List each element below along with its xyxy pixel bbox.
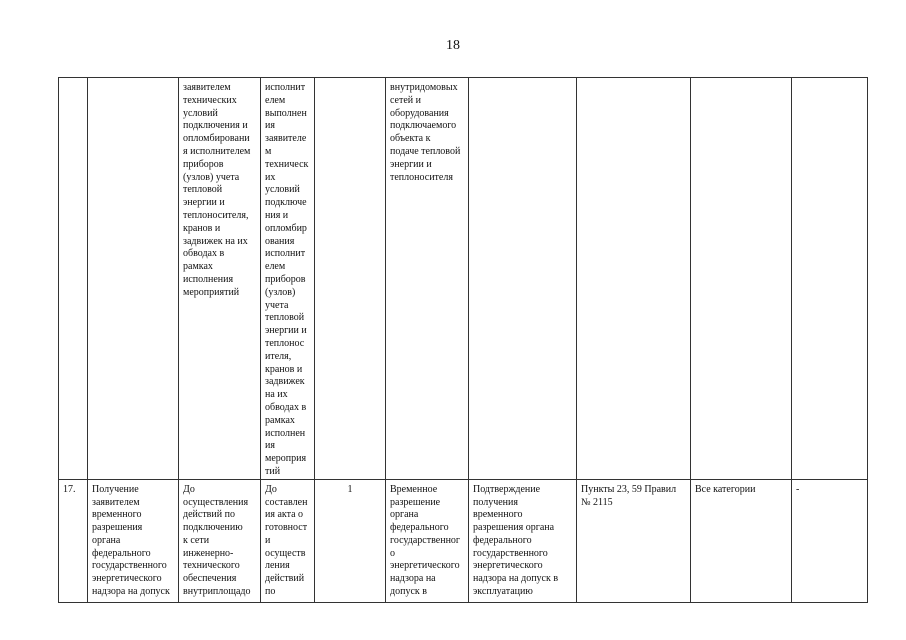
table-cell-number: 17. [59,479,88,602]
table-cell-result: Временное разрешение органа федерального государственног о энергетического надзора на допуск в [386,479,469,602]
table-cell-start-condition: заявителем технических условий подключения и опломбировани я исполнителем приборов (узлов) учета тепловой энергии и теплоносителя, кранов и задвижек на их обводах в рамках исполнения мероприятий [179,78,261,480]
table-cell-legal-basis: Пункты 23, 59 Правил № 2115 [577,479,691,602]
table-cell-legal-basis [577,78,691,480]
table-cell-extra [792,78,868,480]
table-cell-stage: Получение заявителем временного разрешения органа федерального государственного энергетического надзора на допуск [88,479,179,602]
table-cell-end-condition: До составлен ия акта о готовност и осуществ ления действий по [261,479,315,602]
table-cell-completion [469,78,577,480]
page-number: 18 [446,38,460,53]
table-cell-result: внутридомовых сетей и оборудования подключаемого объекта к подаче тепловой энергии и теплоносителя [386,78,469,480]
table-row [59,78,868,480]
table-cell-duration [315,78,386,480]
table-cell-stage [88,78,179,480]
table-cell-end-condition: исполнит елем выполнен ия заявителе м техническ их условий подключе ния и опломбир ования исполнит елем приборов (узлов) учета тепловой энергии и теплонос ителя, кранов и задвижек на их обводах в рамках исполнен ия мероприя тий [261,78,315,480]
table-cell-completion: Подтверждение получения временного разрешения органа федерального государственного энергетического надзора на допуск в эксплуатацию [469,479,577,602]
table-cell-duration: 1 [315,479,386,602]
document-table [58,77,868,603]
table-row [59,479,868,602]
table-cell-category [691,78,792,480]
table-cell-category: Все категории [691,479,792,602]
table-cell-number [59,78,88,480]
table-cell-extra: - [792,479,868,602]
table-cell-start-condition: До осуществления действий по подключению к сети инженерно- технического обеспечения внутриплощадо [179,479,261,602]
